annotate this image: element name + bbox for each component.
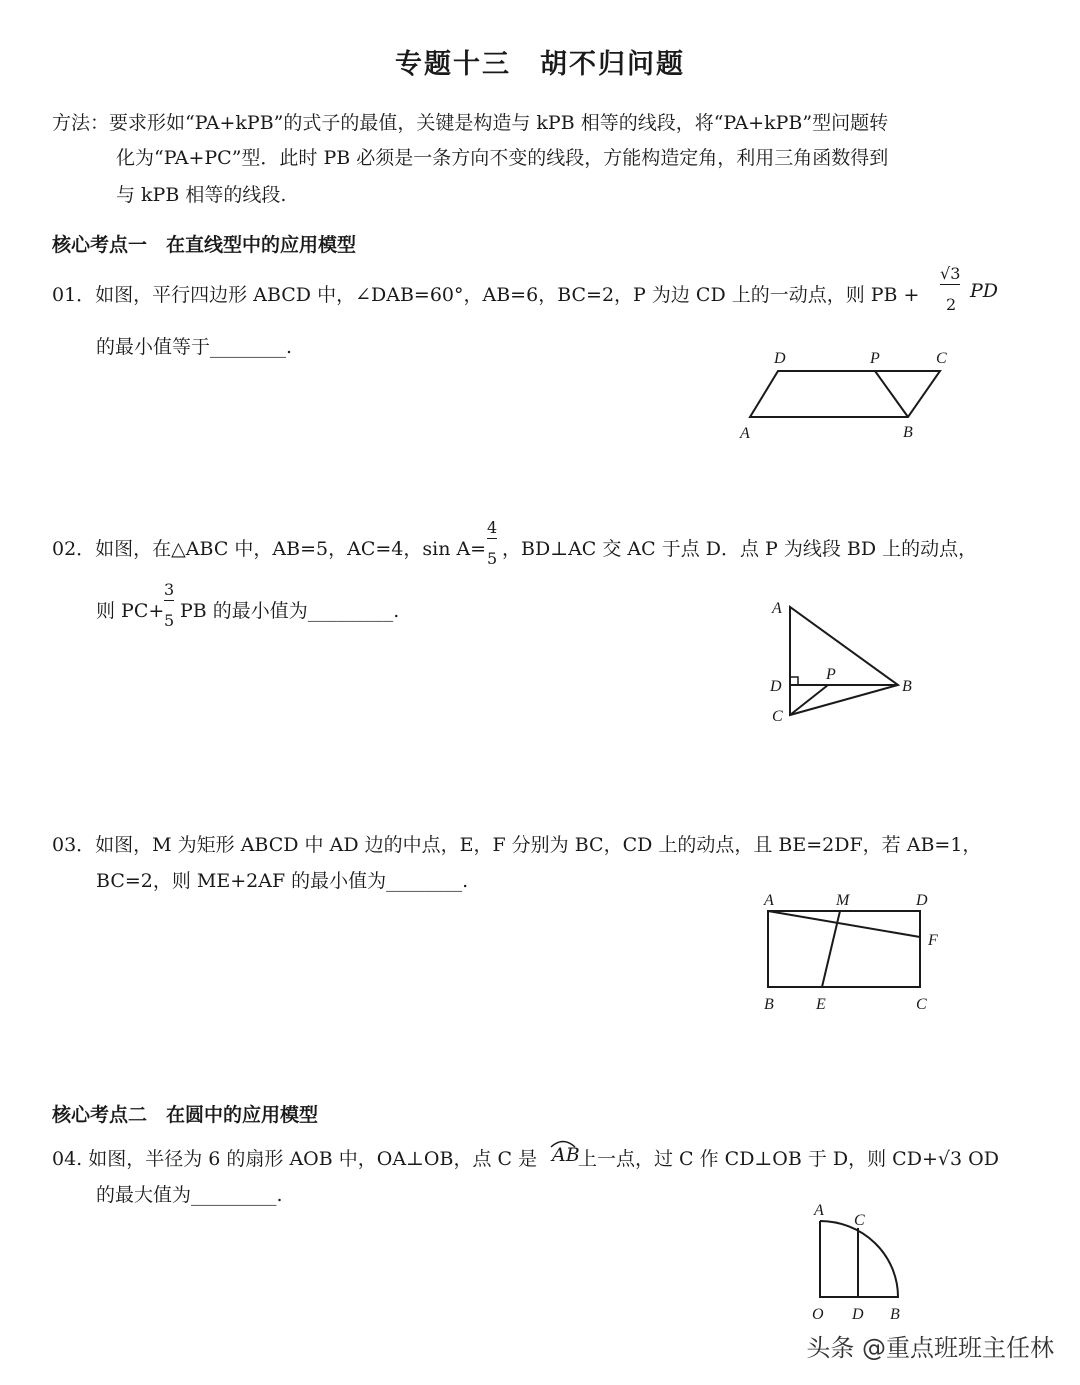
right-angle-mark — [790, 677, 798, 685]
label-f: F — [928, 932, 938, 949]
q2-line-1a: 02．如图，在△ABC 中，AB=5，AC=4，sin A= — [52, 538, 487, 560]
segment-pb — [875, 371, 908, 417]
q1-frac-denominator: 2 — [946, 295, 957, 314]
label-e: E — [816, 996, 826, 1013]
label-d: D — [916, 892, 928, 909]
q3-figure — [750, 885, 950, 1020]
page-title: 专题十三 胡不归问题 — [395, 49, 685, 80]
label-p: P — [870, 350, 880, 367]
q1-frac-numerator: √3 — [940, 264, 961, 283]
q2-frac-denominator: 5 — [487, 549, 498, 568]
q2-line-1b: ，BD⊥AC 交 AC 于点 D．点 P 为线段 BD 上的动点， — [502, 538, 978, 560]
label-c: C — [772, 708, 783, 725]
q4-line-2: 的最大值为_________. — [96, 1184, 283, 1206]
method-line-3: 与 kPB 相等的线段. — [116, 184, 287, 206]
q2-line-2b: PB 的最小值为_________. — [180, 600, 400, 622]
q2-frac2-numerator: 3 — [164, 580, 175, 599]
label-c: C — [854, 1212, 865, 1229]
label-d: D — [770, 678, 782, 695]
label-p: P — [826, 666, 836, 683]
label-b: B — [890, 1306, 900, 1323]
watermark: 头条 @重点班班主任林 — [806, 1334, 1054, 1362]
label-b: B — [764, 996, 774, 1013]
label-a: A — [772, 600, 782, 617]
label-d: D — [774, 350, 786, 367]
q4-arc-ab: AB — [552, 1144, 580, 1166]
q1-line-2: 的最小值等于________. — [96, 336, 293, 358]
label-a: A — [764, 892, 774, 909]
q3-line-1: 03．如图，M 为矩形 ABCD 中 AD 边的中点，E，F 分别为 BC，CD 上的动点，且 BE=2DF，若 AB=1， — [52, 834, 982, 856]
q1-line-1-end: PD — [970, 280, 999, 302]
q1-line-1: 01．如图，平行四边形 ABCD 中，∠DAB=60°，AB=6，BC=2，P 为边 CD 上的一动点，则 PB + — [52, 284, 920, 306]
label-b: B — [903, 424, 913, 441]
method-line-2: 化为“PA+PC”型．此时 PB 必须是一条方向不变的线段，方能构造定角，利用三角函数得到 — [116, 147, 889, 169]
q2-figure — [760, 595, 930, 735]
q1-figure — [730, 345, 960, 445]
q3-line-2: BC=2，则 ME+2AF 的最小值为________. — [96, 870, 469, 892]
section-heading-1: 核心考点一 在直线型中的应用模型 — [52, 234, 357, 256]
q4-line-1a: 04. 如图，半径为 6 的扇形 AOB 中，OA⊥OB，点 C 是 — [52, 1148, 538, 1170]
q4-figure — [800, 1195, 920, 1325]
q2-frac2-denominator: 5 — [164, 611, 175, 630]
q4-line-1b: 上一点，过 C 作 CD⊥OB 于 D，则 CD+√3 OD — [578, 1148, 999, 1170]
label-c: C — [936, 350, 947, 367]
label-c: C — [916, 996, 927, 1013]
section-heading-2: 核心考点二 在圆中的应用模型 — [52, 1104, 319, 1126]
arc-mark-icon — [549, 1138, 577, 1148]
label-a: A — [740, 425, 750, 442]
label-m: M — [836, 892, 850, 909]
label-o: O — [812, 1306, 824, 1323]
label-a: A — [814, 1202, 824, 1219]
triangle-abc — [790, 607, 898, 715]
method-line-1: 方法：要求形如“PA+kPB”的式子的最值，关键是构造与 kPB 相等的线段，将“PA+kPB”型问题转 — [52, 112, 889, 134]
parallelogram-abcd — [750, 371, 940, 417]
q2-line-2a: 则 PC+ — [96, 600, 165, 622]
q2-frac-numerator: 4 — [487, 518, 498, 537]
segment-af — [768, 911, 920, 937]
label-d: D — [852, 1306, 864, 1323]
label-b: B — [902, 678, 912, 695]
rectangle-abcd — [768, 911, 920, 987]
